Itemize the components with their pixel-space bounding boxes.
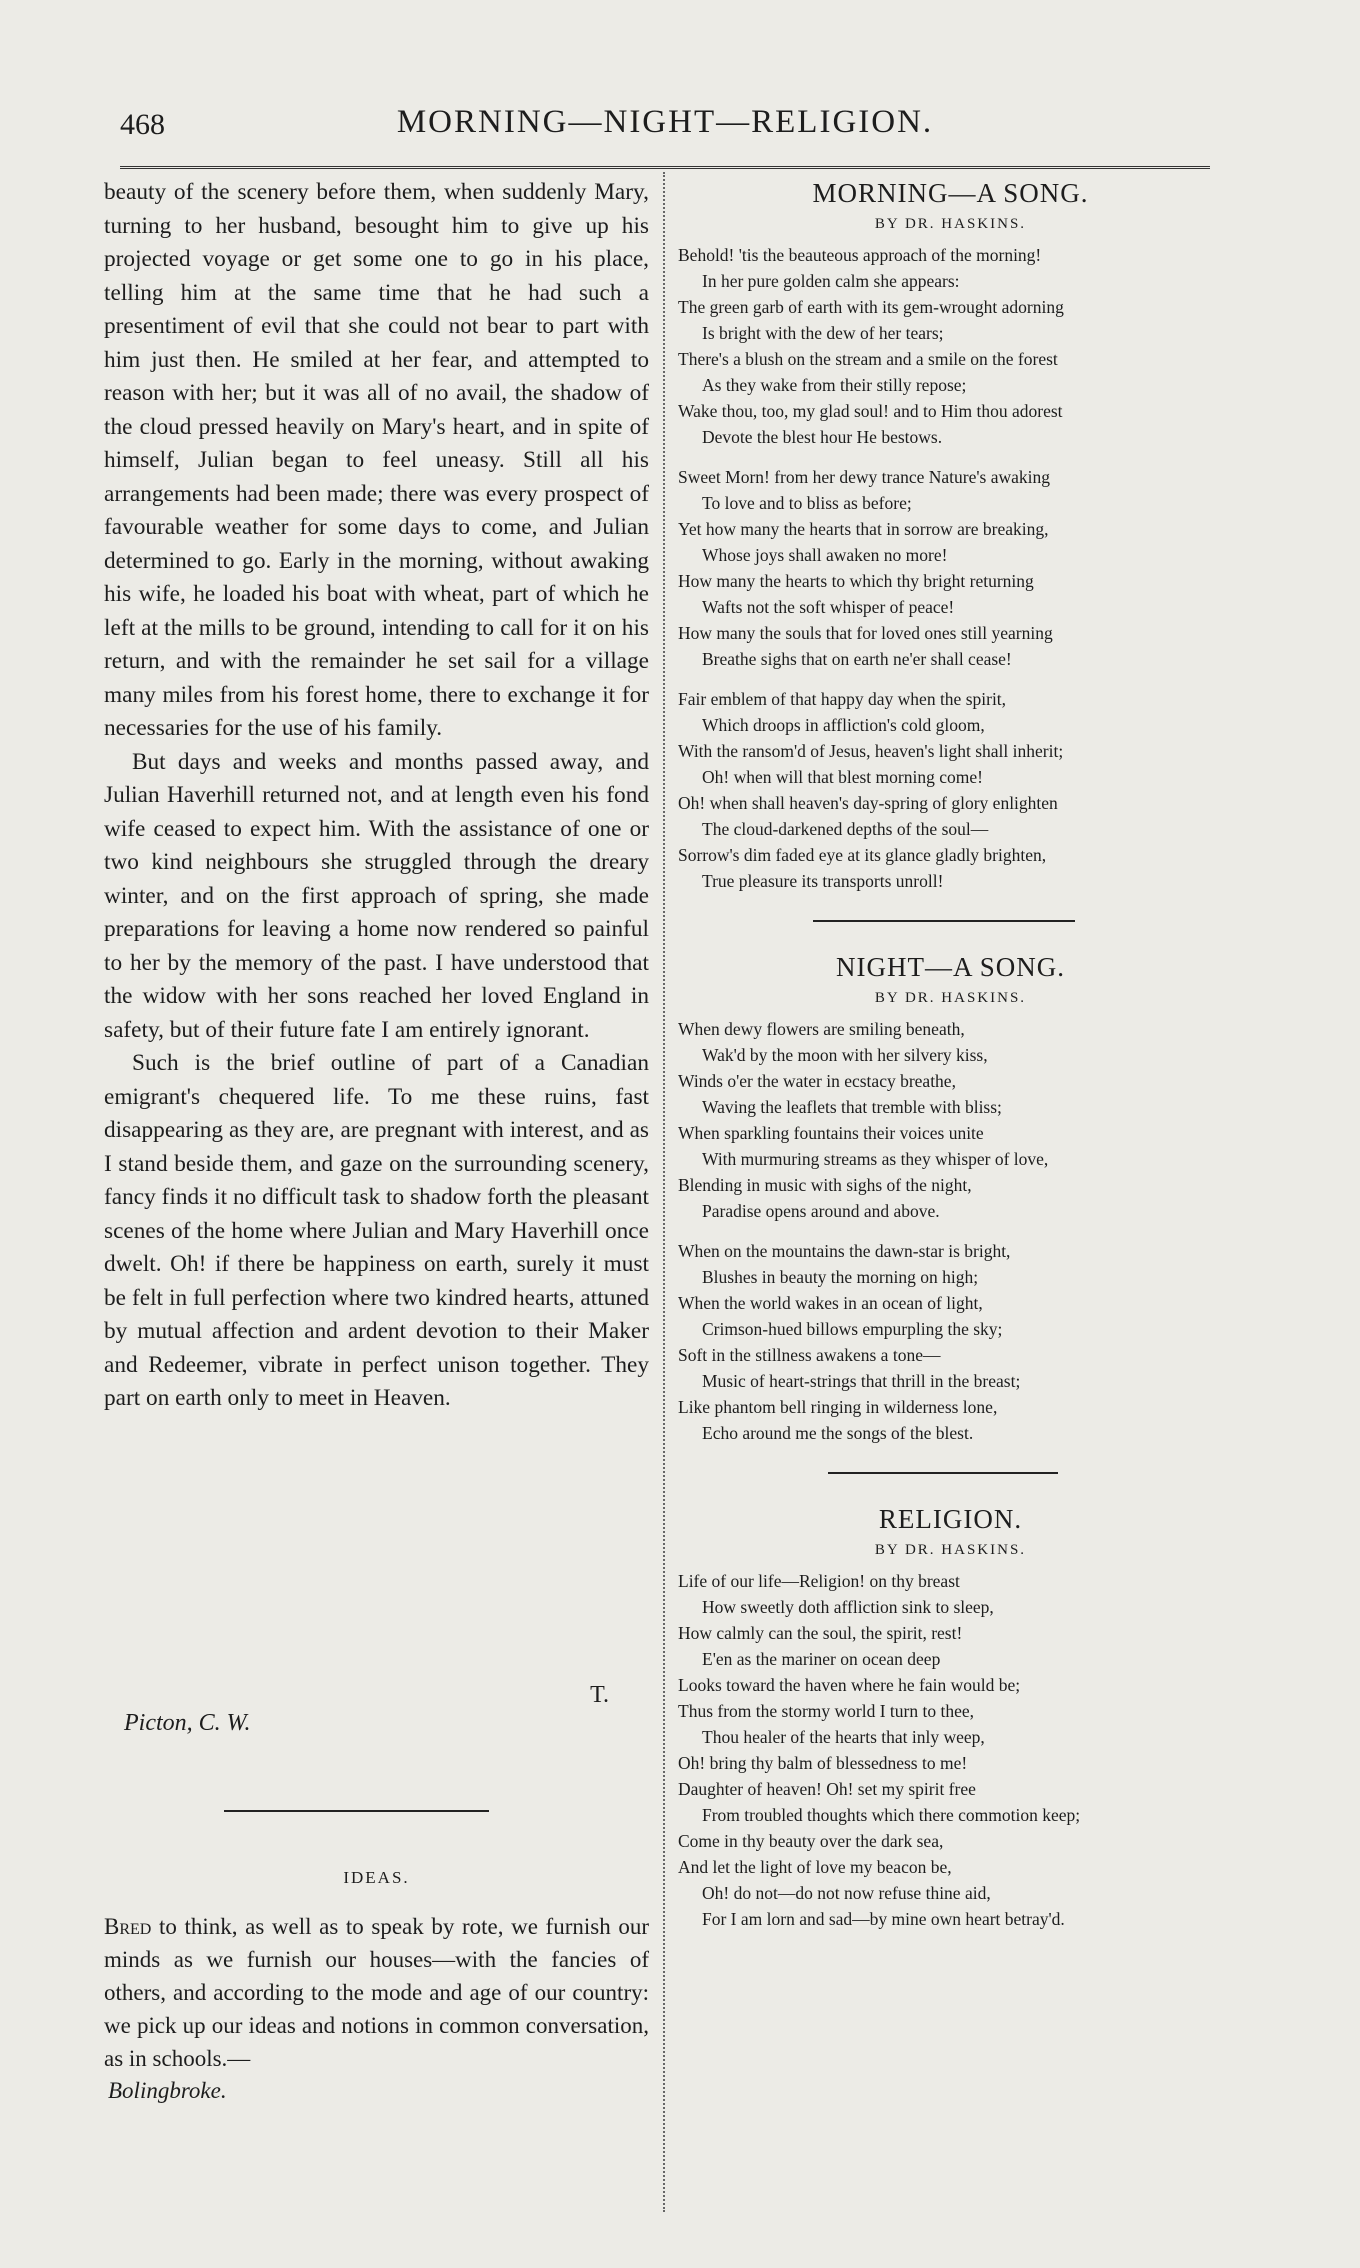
poem-line: Blending in music with sighs of the night,: [678, 1175, 972, 1195]
poem-line: When the world wakes in an ocean of light,: [678, 1293, 983, 1313]
story-paragraph: beauty of the scenery before them, when suddenly Mary, turning to her husband, besought him to give up his projected voyage or get some one to go in his place, telling him at the same time that he had such a presentiment of evil that she could not bear to part with him just then. He smiled at her fear, and attempted to reason with her; but it was all of no avail, the shadow of the cloud pressed heavily on Mary's heart, and in spite of himself, Julian began to feel uneasy. Still all his arrangements had been made; there was every prospect of favourable weather for some days to come, and Julian determined to go. Early in the morning, without awaking his wife, he loaded his boat with wheat, part of which he left at the mills to be ground, intending to call for it on his return, and with the remainder he set sail for a village many miles from his forest home, there to exchange it for necessaries for the use of his family.: [104, 179, 649, 741]
poem-title: MORNING—A SONG.: [812, 178, 1089, 208]
poem-line: Soft in the stillness awakens a tone—: [678, 1345, 941, 1365]
poem-stanza: [678, 1568, 1223, 1932]
poem-line: E'en as the mariner on ocean deep: [702, 1649, 941, 1669]
poem-byline: BY DR. HASKINS.: [874, 216, 1027, 232]
poem-stanza: [678, 464, 1223, 672]
poem-title: RELIGION.: [878, 1504, 1023, 1534]
poem-line: Come in thy beauty over the dark sea,: [678, 1831, 944, 1851]
column-divider: [663, 172, 665, 2212]
ideas-paragraph: [104, 1910, 649, 2075]
poem-line: In her pure golden calm she appears:: [702, 271, 960, 291]
poem-line: How calmly can the soul, the spirit, rest!: [678, 1623, 963, 1643]
poem-line: Daughter of heaven! Oh! set my spirit free: [678, 1779, 976, 1799]
poem-line: As they wake from their stilly repose;: [702, 375, 967, 395]
poem-1: [678, 950, 1223, 1446]
poem-line: Wak'd by the moon with her silvery kiss,: [702, 1045, 988, 1065]
page-number: 468: [120, 108, 165, 141]
poem-line: Waving the leaflets that tremble with bliss;: [702, 1097, 1002, 1117]
poem-line: When dewy flowers are smiling beneath,: [678, 1019, 965, 1039]
poem-line: Behold! 'tis the beauteous approach of the morning!: [678, 245, 1042, 265]
poem-line: The cloud-darkened depths of the soul—: [702, 819, 989, 839]
ideas-lead-word: Bred: [104, 1914, 152, 1939]
poem-line: With the ransom'd of Jesus, heaven's light shall inherit;: [678, 741, 1064, 761]
poem-line: There's a blush on the stream and a smile on the forest: [678, 349, 1058, 369]
poem-line: Oh! do not—do not now refuse thine aid,: [702, 1883, 991, 1903]
poem-line: Thus from the stormy world I turn to thee,: [678, 1701, 974, 1721]
poem-line: From troubled thoughts which there commotion keep;: [702, 1805, 1081, 1825]
page-header: [120, 100, 1210, 160]
poem-line: Sweet Morn! from her dewy trance Nature's awaking: [678, 467, 1050, 487]
poem-line: Music of heart-strings that thrill in the breast;: [702, 1371, 1021, 1391]
poem-line: Oh! when will that blest morning come!: [702, 767, 983, 787]
poem-line: How many the hearts to which thy bright returning: [678, 571, 1034, 591]
poem-line: Blushes in beauty the morning on high;: [702, 1267, 979, 1287]
poem-line: Looks toward the haven where he fain would be;: [678, 1675, 1021, 1695]
poem-line: Oh! bring thy balm of blessedness to me!: [678, 1753, 968, 1773]
poem-2: [678, 1502, 1223, 1932]
ideas-text: to think, as well as to speak by rote, we furnish our minds as we furnish our houses—with the fancies of others, and according to the mode and age of our country: we pick up our ideas and notions in common conversation, as in schools.—: [104, 1914, 649, 2071]
section-rule: [224, 1810, 489, 1812]
poem-line: Thou healer of the hearts that inly weep,: [702, 1727, 985, 1747]
poem-line: Like phantom bell ringing in wilderness lone,: [678, 1397, 998, 1417]
header-rule: [120, 166, 1210, 169]
poem-line: The green garb of earth with its gem-wrought adorning: [678, 297, 1064, 317]
running-title: MORNING—NIGHT—RELIGION.: [396, 104, 934, 140]
poem-line: Paradise opens around and above.: [702, 1201, 940, 1221]
story-paragraph: But days and weeks and months passed away, and Julian Haverhill returned not, and at length even his fond wife ceased to expect him. With the assistance of one or two kind neighbours she struggled through the dreary winter, and on the first approach of spring, she made preparations for leaving a home now rendered so painful to her by the memory of the past. I have understood that the widow with her sons reached her loved England in safety, but of their future fate I am entirely ignorant.: [104, 748, 649, 1043]
poem-line: Devote the blest hour He bestows.: [702, 427, 943, 447]
poem-line: Wafts not the soft whisper of peace!: [702, 597, 955, 617]
poem-line: Wake thou, too, my glad soul! and to Him thou adorest: [678, 401, 1063, 421]
poem-line: True pleasure its transports unroll!: [702, 871, 944, 891]
poem-line: Sorrow's dim faded eye at its glance gladly brighten,: [678, 845, 1047, 865]
poem-line: Oh! when shall heaven's day-spring of glory enlighten: [678, 793, 1058, 813]
poem-line: For I am lorn and sad—by mine own heart betray'd.: [702, 1909, 1065, 1929]
poem-stanza: [678, 686, 1223, 894]
poem-line: Breathe sighs that on earth ne'er shall cease!: [702, 649, 1012, 669]
poem-line: Winds o'er the water in ecstacy breathe,: [678, 1071, 956, 1091]
poem-line: Which droops in affliction's cold gloom,: [702, 715, 985, 735]
poem-line: And let the light of love my beacon be,: [678, 1857, 952, 1877]
poem-title: NIGHT—A SONG.: [836, 952, 1065, 982]
poem-line: With murmuring streams as they whisper of love,: [702, 1149, 1049, 1169]
signature-initial: T.: [590, 1682, 609, 1708]
ideas-author: Bolingbroke.: [108, 2078, 227, 2103]
story-column: [104, 176, 649, 1416]
poems-column: [678, 176, 1223, 1946]
poem-line: To love and to bliss as before;: [702, 493, 912, 513]
story-paragraph: Such is the brief outline of part of a Canadian emigrant's chequered life. To me these ruins, fast disappearing as they are, are pregnant with interest, and as I stand beside them, and gaze on the surrounding scenery, fancy finds it no difficult task to shadow forth the pleasant scenes of the home where Julian and Mary Haverhill once dwelt. Oh! if there be happiness on earth, surely it must be felt in full perfection where two kindred hearts, attuned by mutual affection and ardent devotion to their Maker and Redeemer, vibrate in perfect unison together. They part on earth only to meet in Heaven.: [104, 1050, 649, 1411]
poem-line: Crimson-hued billows empurpling the sky;: [702, 1319, 1003, 1339]
signature-place: Picton, C. W.: [124, 1710, 251, 1736]
poem-line: When sparkling fountains their voices unite: [678, 1123, 984, 1143]
poem-line: Life of our life—Religion! on thy breast: [678, 1571, 960, 1591]
ideas-title: IDEAS.: [343, 1868, 410, 1887]
poem-separator-rule: [813, 920, 1075, 922]
poem-stanza: [678, 1016, 1223, 1224]
poem-line: Whose joys shall awaken no more!: [702, 545, 948, 565]
poem-line: When on the mountains the dawn-star is bright,: [678, 1241, 1011, 1261]
poem-0: [678, 176, 1223, 894]
poem-line: How sweetly doth affliction sink to sleep,: [702, 1597, 994, 1617]
poem-line: Echo around me the songs of the blest.: [702, 1423, 974, 1443]
poem-line: Fair emblem of that happy day when the spirit,: [678, 689, 1007, 709]
poem-separator-rule: [828, 1472, 1058, 1474]
poem-line: Yet how many the hearts that in sorrow are breaking,: [678, 519, 1049, 539]
story-signature: [104, 1682, 649, 1742]
poem-stanza: [678, 242, 1223, 450]
poem-line: Is bright with the dew of her tears;: [702, 323, 944, 343]
poem-line: How many the souls that for loved ones still yearning: [678, 623, 1053, 643]
ideas-section: [104, 1910, 649, 2075]
poem-byline: BY DR. HASKINS.: [874, 990, 1027, 1006]
poem-byline: BY DR. HASKINS.: [874, 1542, 1027, 1558]
poem-stanza: [678, 1238, 1223, 1446]
